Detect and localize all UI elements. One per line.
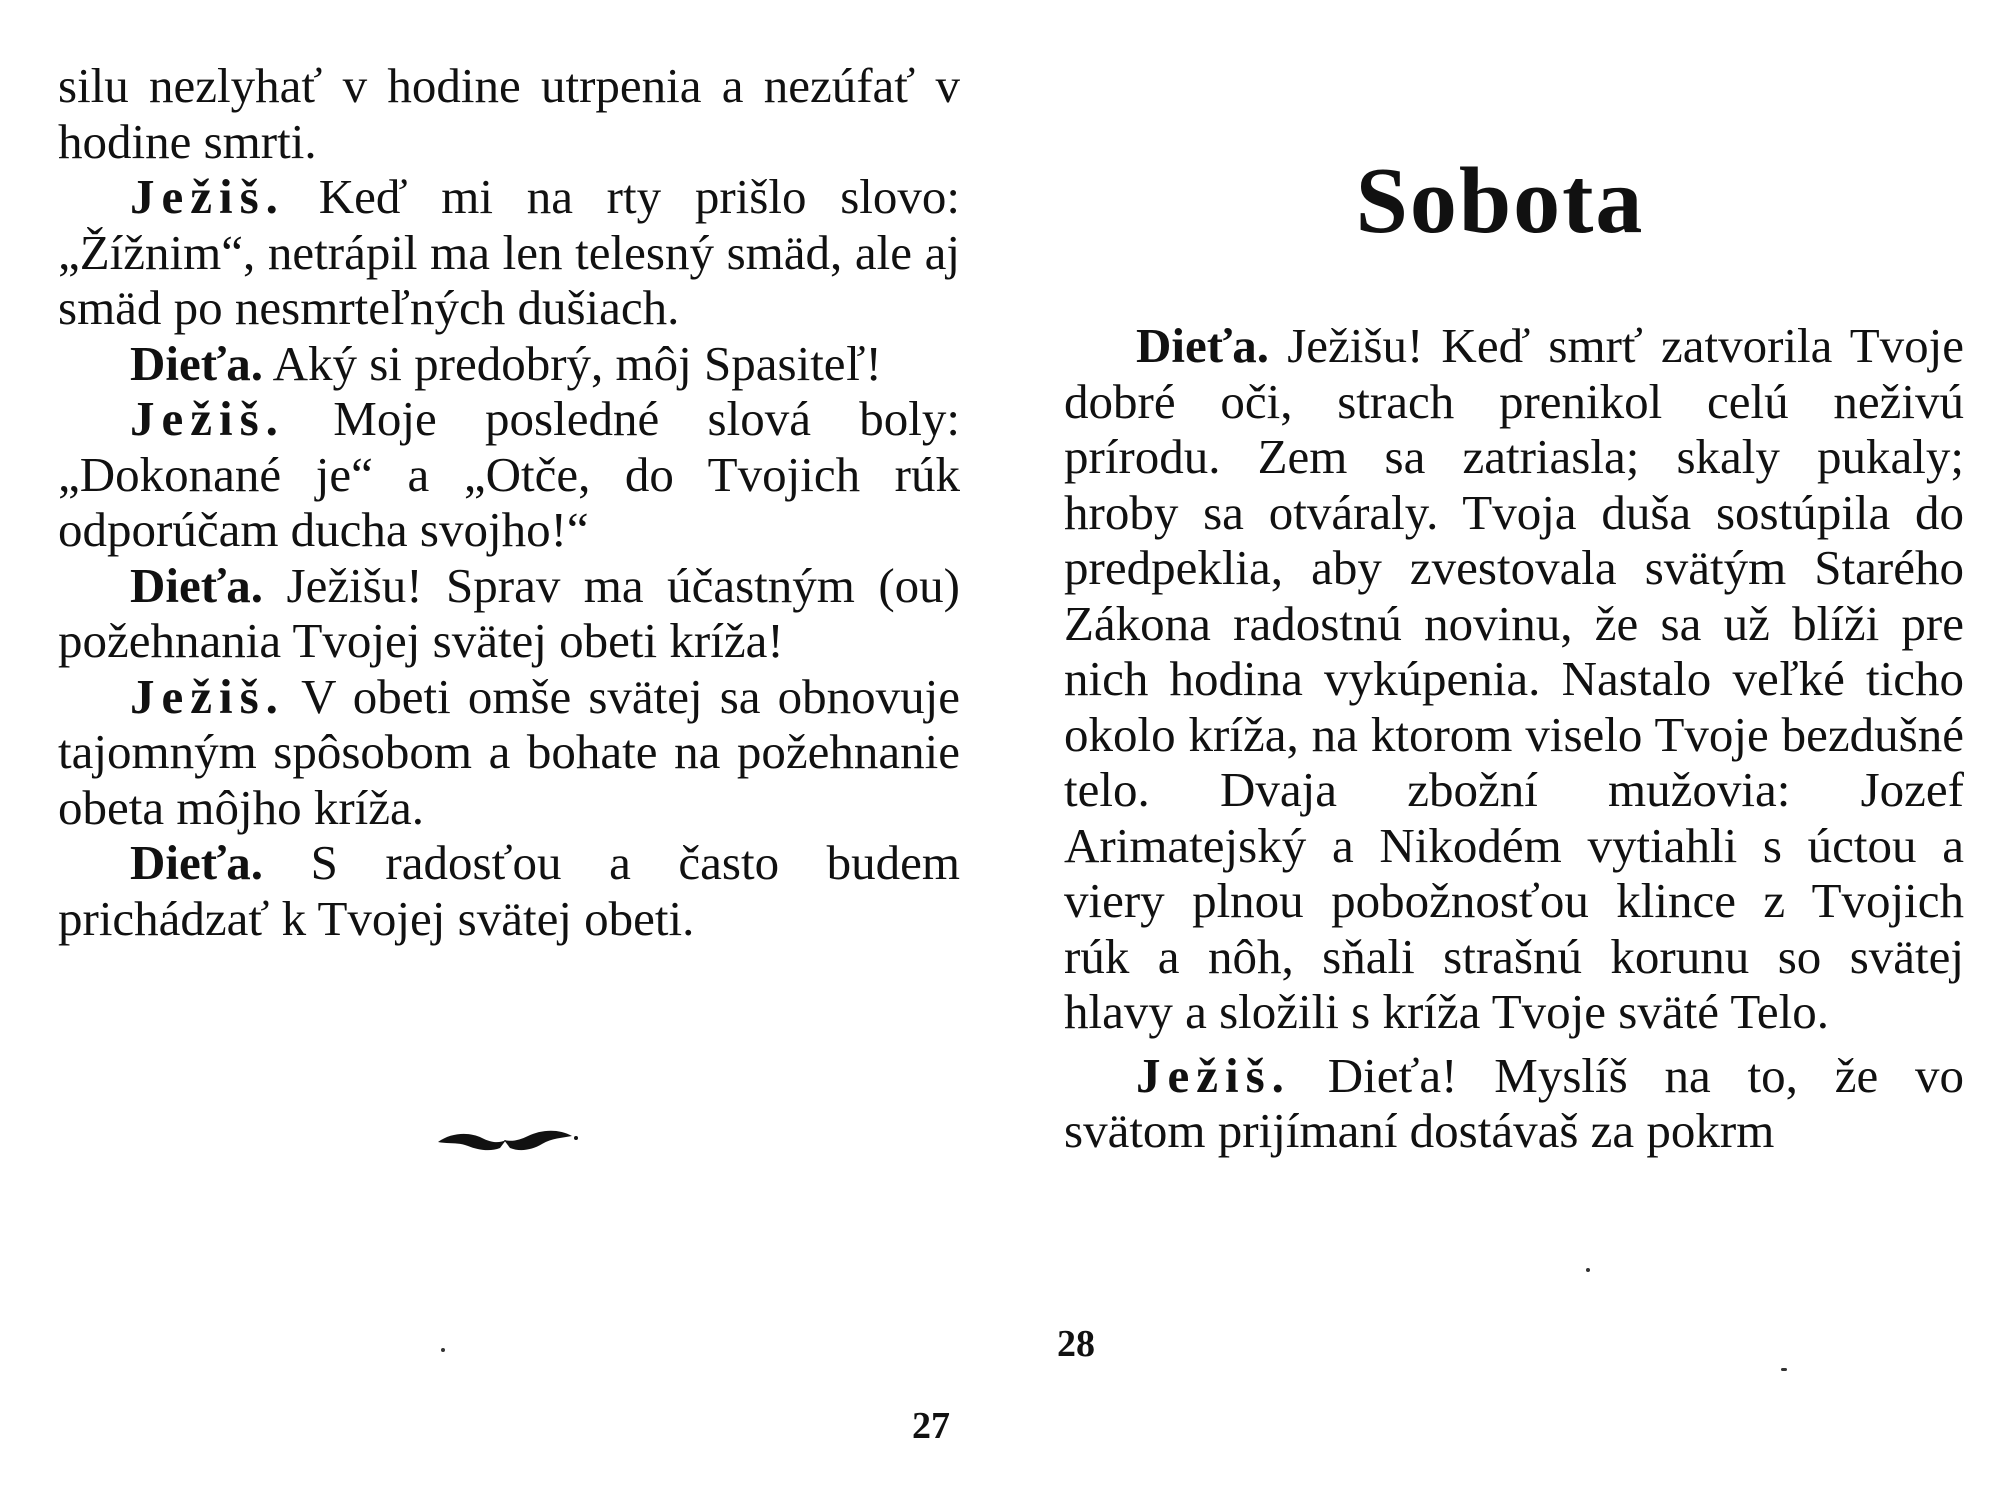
speaker-label: Ježiš.: [130, 391, 285, 446]
paragraph: [58, 336, 960, 392]
paragraph: [58, 391, 960, 558]
right-page-text: [1064, 318, 1964, 1159]
print-speck: [1586, 1268, 1590, 1272]
paragraph: [58, 58, 960, 169]
page-title: Sobota: [1355, 149, 1645, 253]
print-speck: [441, 1348, 445, 1352]
speaker-label: Ježiš.: [130, 668, 285, 724]
paragraph-text: Keď mi na rty prišlo slovo: „Žížnim“, netrápil ma len telesný smäd, ale aj smäd po nesmrteľných dušiach.: [58, 169, 961, 335]
print-speck: [1781, 1368, 1787, 1371]
speaker-label: Ježiš.: [130, 169, 285, 224]
speaker-label: Dieťa.: [130, 835, 264, 890]
paragraph-text: Ježišu! Keď smrť zatvorila Tvoje dobré oči, strach prenikol celú neživú prírodu. Zem sa zatriasla; skaly pukaly; hroby sa otváraly. Tvoja duša sostúpila do predpeklia, aby zvestovala svätým Starého Zákona radostnú novinu, že sa už blíži pre nich hodina vykúpenia. Nastalo veľké ticho okolo kríža, na ktorom viselo Tvoje bezdušné telo. Dvaja zbožní mužovia: Jozef Arimatejský a Nikodém vytiahli s úctou a viery plnou pobožnosťou klince z Tvojich rúk a nôh, sňali strašnú korunu so svätej hlavy a složili s kríža Tvoje sväté Telo.: [1064, 318, 1964, 1039]
page-number: 28: [1057, 1323, 1095, 1365]
speaker-label: Dieťa.: [130, 557, 264, 613]
paragraph: [1064, 1048, 1964, 1159]
paragraph: [58, 669, 960, 836]
paragraph-text: Aký si predobrý, môj Spasiteľ!: [272, 335, 882, 391]
paragraph-text: Moje posledné slová boly: „Dokonané je“ a „Otče, do Tvojich rúk odporúčam ducha svojho!“: [58, 391, 960, 557]
page-number: 27: [912, 1405, 950, 1447]
paragraph-text: Dieťa! Myslíš na to, že vo svätom prijímaní dostávaš za pokrm: [1064, 1047, 1964, 1158]
speaker-label: Dieťa.: [1136, 318, 1270, 373]
paragraph-text: V obeti omše svätej sa obnovuje tajomným spôsobom a bohate na požehnanie obeta môjho kríža.: [58, 668, 960, 835]
paragraph: [1064, 318, 1964, 1040]
left-page-text: [58, 58, 960, 946]
paragraph: [58, 558, 960, 669]
end-ornament-icon: [430, 1122, 580, 1158]
speaker-label: Ježiš.: [1136, 1047, 1291, 1103]
speaker-label: Dieťa.: [130, 335, 264, 391]
right-page: [1000, 0, 2000, 1500]
paragraph: [58, 835, 960, 946]
paragraph-text: S radosťou a často budem prichádzať k Tvojej svätej obeti.: [58, 835, 960, 946]
paragraph: [58, 169, 960, 336]
paragraph-text: silu nezlyhať v hodine utrpenia a nezúfať v hodine smrti.: [58, 58, 960, 169]
paragraph-text: Ježišu! Sprav ma účastným (ou) požehnania Tvojej svätej obeti kríža!: [58, 557, 960, 668]
